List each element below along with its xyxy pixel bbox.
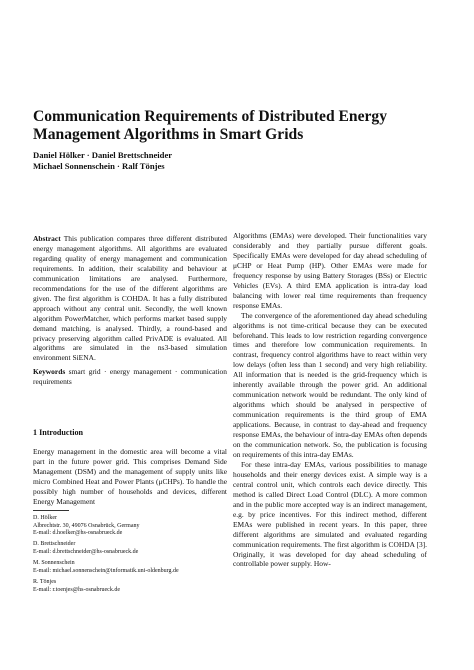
title-line: Management Algorithms in Smart Grids	[33, 126, 304, 143]
footnote-tonjes	[33, 579, 227, 594]
title-line: Communication Requirements of Distributed Energy	[33, 108, 388, 125]
body-paragraph: For these intra-day EMAs, various possibilities to manage households and their energy devices exist. A simple way is a central control unit, which controls each device directly. This method is called Direct Load Control (DLC). A more common and in the public more accepted way is an indirect management, e.g. by price incentives. For this indirect method, different EMAs were published in recent years. In this paper, three different algorithms are simulated and evaluated regarding communication requirements. The first algorithm is COHDA [3]. Originally, it was developed for day ahead scheduling of controllable power supply. How-	[233, 459, 427, 569]
body-paragraph: The convergence of the aforementioned day ahead scheduling algorithms is not time-critical because they can be executed beforehand. This leads to low restriction regarding convergence times and therefore low communication requirements. In contrast, frequency control algorithms have to react within very low delays (often less than 1 second) and very high reliability. All information that is needed is the grid-frequency which is inherently available through the power grid. An additional communication network would be redundant. The only kind of algorithms which should be analysed in perspective of communication requirements is the third group of EMA applications. Because, in contrast to day-ahead and frequency response EMAs, the behaviour of intra-day EMAs often depends on the communication network. So, the publication is focusing on requirements of this intra-day EMAs.	[233, 310, 427, 459]
footnote-line: E-mail: d.brettschneider@hs-osnabrueck.de	[33, 548, 139, 555]
footnote-line: Albrechtstr. 30, 49076 Osnabrück, Germany	[33, 522, 140, 529]
abstract	[33, 234, 227, 363]
abstract-text: This publication compares three different distributed energy management algorithms. All algorithms are evaluated regarding quality of energy management and communication requirements. In addition, their scalability and behaviour at communication limitations are analysed. Furthermore, recommendations for the use of the different algorithms are given. The first algorithm is COHDA. It has a fully distributed approach without any central unit. Secondly, the well known algorithm PowerMatcher, which performs market based supply demand matching, is analysed. Thirdly, a round-based and privacy preserving algorithm called PrivADE is evaluated. All algorithms are simulated in the ns3-based simulation environment SiENA.	[33, 234, 228, 363]
paper-title	[33, 108, 443, 144]
body-paragraph: Algorithms (EMAs) were developed. Their functionalities vary considerably and they partially pursue different goals. Specifically EMAs were developed for day ahead scheduling of μCHP or Heat Pump (HP). Other EMAs were made for frequency response by using Battery Storages (BSs) or Electric Vehicles (EVs). A third EMA application is intra-day load balancing with lower real time requirements than frequency response EMAs.	[233, 231, 427, 310]
keywords-text: smart grid · energy management · communication requirements	[33, 367, 227, 387]
footnote-sonnenschein	[33, 560, 227, 575]
footnote-holker	[33, 515, 227, 538]
section-heading	[33, 428, 83, 438]
intro-paragraph: Energy management in the domestic area will become a vital part in the future power grid. This comprises Demand Side Management (DSM) and the management of supply units like micro Combined Heat and Power Plants (μCHPs). To handle the possibly high number of households and devices, different Energy Management	[33, 447, 227, 506]
footnote-line: E-mail: michael.sonnenschein@informatik.uni-oldenburg.de	[33, 567, 179, 574]
footnote-line: E-mail: r.toenjes@hs-osnabrueck.de	[33, 586, 120, 593]
author-line: Michael Sonnenschein · Ralf Tönjes	[33, 161, 165, 171]
footnotes	[33, 515, 227, 598]
footnote-name: D. Hölker	[33, 515, 57, 521]
section-number: 1	[33, 428, 38, 437]
footnote-line: E-mail: d.hoelker@hs-osnabrueck.de	[33, 530, 123, 537]
section-title: Introduction	[39, 428, 84, 437]
right-column	[233, 231, 427, 569]
author-line: Daniel Hölker · Daniel Brettschneider	[33, 150, 173, 160]
footnote-rule	[33, 510, 69, 511]
footnote-name: R. Tönjes	[33, 578, 57, 585]
footnote-brettschneider	[33, 541, 227, 556]
footnote-name: M. Sonnenschein	[33, 560, 75, 567]
abstract-label: Abstract	[33, 234, 61, 243]
author-list	[33, 150, 443, 172]
keywords-label: Keywords	[33, 367, 66, 377]
intro-block	[33, 447, 227, 507]
abstract-block	[33, 234, 227, 387]
footnote-name: D. Brettschneider	[33, 541, 76, 548]
keywords	[33, 367, 227, 387]
